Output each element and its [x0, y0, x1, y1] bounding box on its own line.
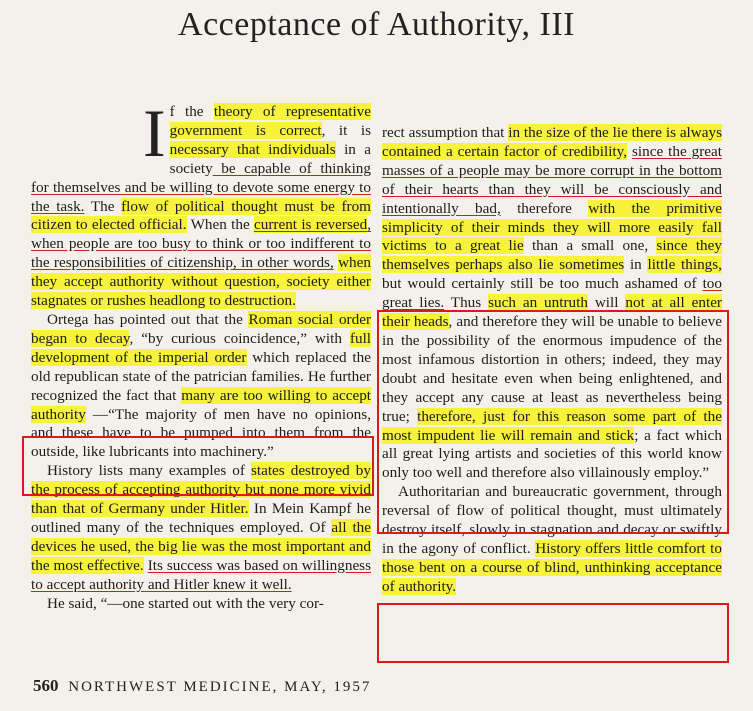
highlight: therefore, just for this reason some part of the most impudent lie will remain and stick [382, 407, 722, 444]
text-run: f the [169, 103, 214, 120]
text-run: , “by curious coincidence,” with [129, 329, 350, 347]
highlight: many are too willing to accept authority [31, 386, 372, 423]
highlight: with the primitive simplicity of their minds they will more easily fall victims to a great lie [382, 199, 723, 255]
paragraph-3 [31, 462, 371, 594]
text-run: The [84, 197, 122, 215]
paragraph-5 [382, 124, 722, 483]
page-number: 560 [33, 676, 59, 695]
paragraph-2 [31, 311, 371, 462]
highlight: History offers little comfort to those bent on a course of blind, unthinking acceptance of authority. [382, 539, 722, 595]
highlight: theory of representative government is correct [169, 103, 371, 139]
highlight: necessary that individuals [169, 140, 336, 158]
highlight: such an untruth [488, 294, 588, 312]
underline: since the great masses of a people may be more corrupt in the bottom of their hearts than they will be consciously and intentionally bad, [382, 142, 722, 217]
text-run: therefore [500, 199, 589, 217]
text-run: In Mein Kampf he outlined many of the techniques employed. Of [31, 500, 372, 536]
text-run: but would certainly still be too much ashamed of [382, 275, 703, 293]
highlight: when they accept authority without question, society either stagnates or rushes headlong to destruction. [31, 254, 371, 310]
quote: —“The majority of men have no opinions, and these have to be pumped into them from the outside, like lubricants into machinery.” [31, 405, 371, 461]
highlight: flow of political thought must be from citizen to elected official. [31, 197, 371, 234]
highlight: Roman social order began to decay [31, 310, 372, 347]
text-run: which replaced the old republican state of the patrician families. He further recognized the fact that [31, 348, 371, 404]
page-footer [33, 676, 371, 696]
highlight: development of the imperial order [31, 348, 247, 366]
highlight: since they themselves perhaps also lie sometimes [382, 237, 722, 274]
highlight: full [349, 329, 372, 347]
journal-name: NORTHWEST MEDICINE, MAY, 1957 [68, 679, 372, 695]
paragraph-1 [31, 95, 371, 311]
underline: Its success was based on willingness to accept authority and Hitler knew it well. [31, 556, 372, 593]
text-run: When the [186, 216, 255, 234]
highlight: states destroyed by the process of accepting authority but none more vivid than that of Germany under Hitler. [31, 462, 371, 518]
highlight: little things, [647, 256, 722, 274]
text-run: in [624, 256, 648, 274]
drop-cap: I [143, 95, 166, 171]
paragraph-6 [382, 483, 722, 596]
highlight: all the devices he used, the big lie was the most important and the most effective. [31, 518, 371, 574]
text-run: than a small one, [523, 237, 657, 255]
paragraph-4 [31, 595, 371, 614]
text-run: will [587, 294, 626, 312]
text-run: ; a fact which all great lying artists and societies of this world know only too well and therefore also villainously employ.” [382, 426, 722, 482]
right-column [382, 124, 722, 597]
text-run: Thus [444, 294, 489, 312]
underline: be capable of thinking for themselves and be willing to devote some energy to the task. [31, 159, 371, 215]
text-run: Ortega has pointed out that the [47, 310, 249, 328]
underline: , when people are too busy to think or too indifferent to the responsibilities of citizenship, in other words, [31, 216, 371, 272]
page-title: Acceptance of Authority, III [178, 6, 575, 43]
highlight: in the size of the lie there is always contained a certain factor of credibility, [382, 124, 722, 160]
text-run: in a society [169, 140, 371, 177]
text-run: , it is [321, 121, 371, 139]
left-column [31, 95, 372, 613]
highlight: not at all enter their heads [382, 294, 722, 331]
text-run: History lists many examples of [47, 462, 251, 480]
highlight: current is reversed [254, 216, 368, 234]
text-run: Authoritarian and bureaucratic government, through reversal of flow of political thought, must ultimately destroy itself, slowly in stagnation and decay or swiftly in the agony of conflict. [382, 483, 722, 557]
text-run: rect assumption that [382, 124, 509, 141]
annotation-box-conclusion [377, 603, 729, 663]
text-run: He said, “—one started out with the very cor- [47, 594, 324, 612]
underline: too great lies. [382, 275, 722, 312]
text-run: , and therefore they will be unable to believe in the possibility of the enormous impudence of the most infamous distortion in others; indeed, they may doubt and hesitate even when being enlightened, and they accept any cause at least as nevertheless being true; [382, 313, 722, 425]
